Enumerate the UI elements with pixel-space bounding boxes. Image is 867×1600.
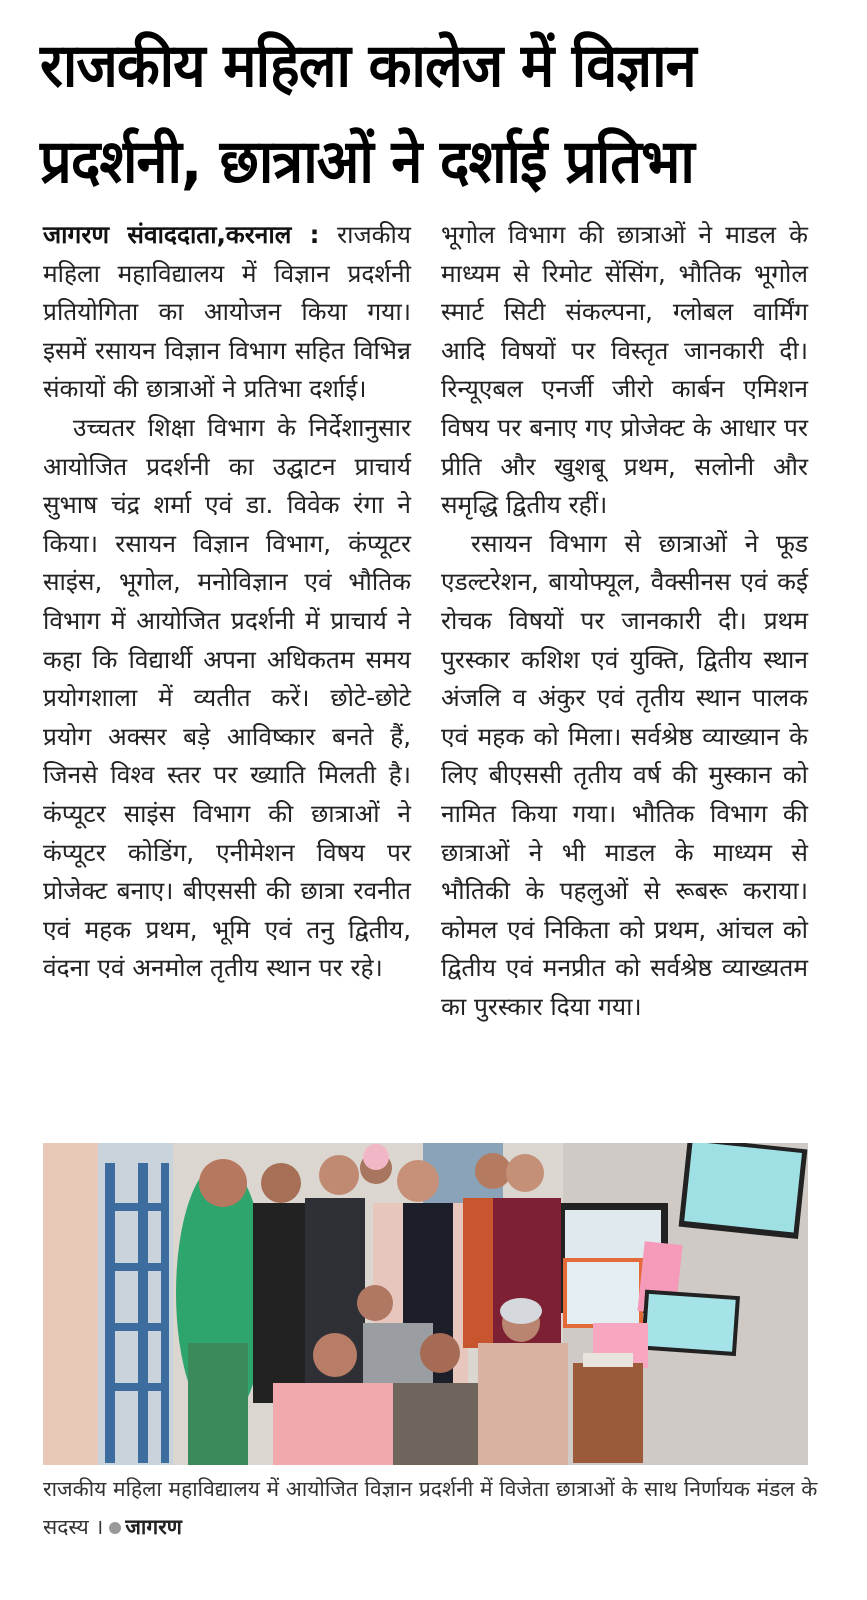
article-photo (43, 1143, 808, 1465)
dateline: जागरण संवाददाता,करनाल : (43, 220, 320, 249)
headline-line-2: प्रदर्शनी, छात्राओं ने दर्शाई प्रतिभा (40, 127, 694, 197)
headline (40, 18, 775, 210)
article-paragraph: भूगोल विभाग की छात्राओं ने माडल के माध्यम से रिमोट सेंसिंग, भौतिक भूगोल स्मार्ट सिटी संकल्पना, ग्लोबल वार्मिंग आदि विषयों पर विस्तृत जानकारी दी। रिन्यूएबल एनर्जी जीरो कार्बन एमिशन विषय पर बनाए गए प्रोजेक्ट के आधार पर प्रीति और खुशबू प्रथम, सलोनी और समृद्धि द्वितीय रहीं। (441, 220, 808, 520)
article-column-left (43, 216, 411, 988)
caption-text: राजकीय महिला महाविद्यालय में आयोजित विज्ञान प्रदर्शनी में विजेता छात्राओं के साथ निर्णायक मंडल के सदस्य । (43, 1477, 818, 1539)
headline-line-1: राजकीय महिला कालेज में विज्ञान (40, 31, 696, 101)
bullet-dot-icon (109, 1522, 121, 1534)
article-paragraph: उच्चतर शिक्षा विभाग के निर्देशानुसार आयोजित प्रदर्शनी का उद्घाटन प्राचार्य सुभाष चंद्र शर्मा एवं डा. विवेक रंगा ने किया। रसायन विज्ञान विभाग, कंप्यूटर साइंस, भूगोल, मनोविज्ञान एवं भौतिक विभाग में आयोजित प्रदर्शनी में प्राचार्य ने कहा कि विद्यार्थी अपना अधिकतम समय प्रयोगशाला में व्यतीत करें। छोटे-छोटे प्रयोग अक्सर बड़े आविष्कार बनते हैं, जिनसे विश्व स्तर पर ख्याति मिलती है। कंप्यूटर साइंस विभाग की छात्राओं ने कंप्यूटर कोडिंग, एनीमेशन विषय पर प्रोजेक्ट बनाए। बीएससी की छात्रा रवनीत एवं महक प्रथम, भूमि एवं तनु द्वितीय, वंदना एवं अनमोल तृतीय स्थान पर रहे। (43, 412, 411, 983)
photo-caption (43, 1470, 823, 1546)
article-paragraph: रसायन विभाग से छात्राओं ने फूड एडल्टरेशन, बायोफ्यूल, वैक्सीनस एवं कई रोचक विषयों पर जानकारी दी। प्रथम पुरस्कार कशिश एवं युक्ति, द्वितीय स्थान अंजलि व अंकुर एवं तृतीय स्थान पालक एवं महक को मिला। सर्वश्रेष्ठ व्याख्यान के लिए बीएससी तृतीय वर्ष की मुस्कान को नामित किया गया। भौतिक विभाग की छात्राओं ने भी माडल के माध्यम से भौतिकी के पहलुओं से रूबरू कराया। कोमल एवं निकिता को प्रथम, आंचल को द्वितीय एवं मनप्रीत को सर्वश्रेष्ठ व्याख्यतम का पुरस्कार दिया गया। (441, 528, 808, 1021)
paragraph-text: राजकीय महिला महाविद्यालय में विज्ञान प्रदर्शनी प्रतियोगिता का आयोजन किया गया। इसमें रसायन विज्ञान विभाग सहित विभिन्न संकायों की छात्राओं ने प्रतिभा दर्शाई। (43, 220, 412, 404)
article-paragraph (43, 216, 411, 409)
group-photo-illustration (43, 1143, 808, 1465)
article-column-right (441, 216, 808, 1026)
photo-credit: जागरण (125, 1515, 182, 1539)
